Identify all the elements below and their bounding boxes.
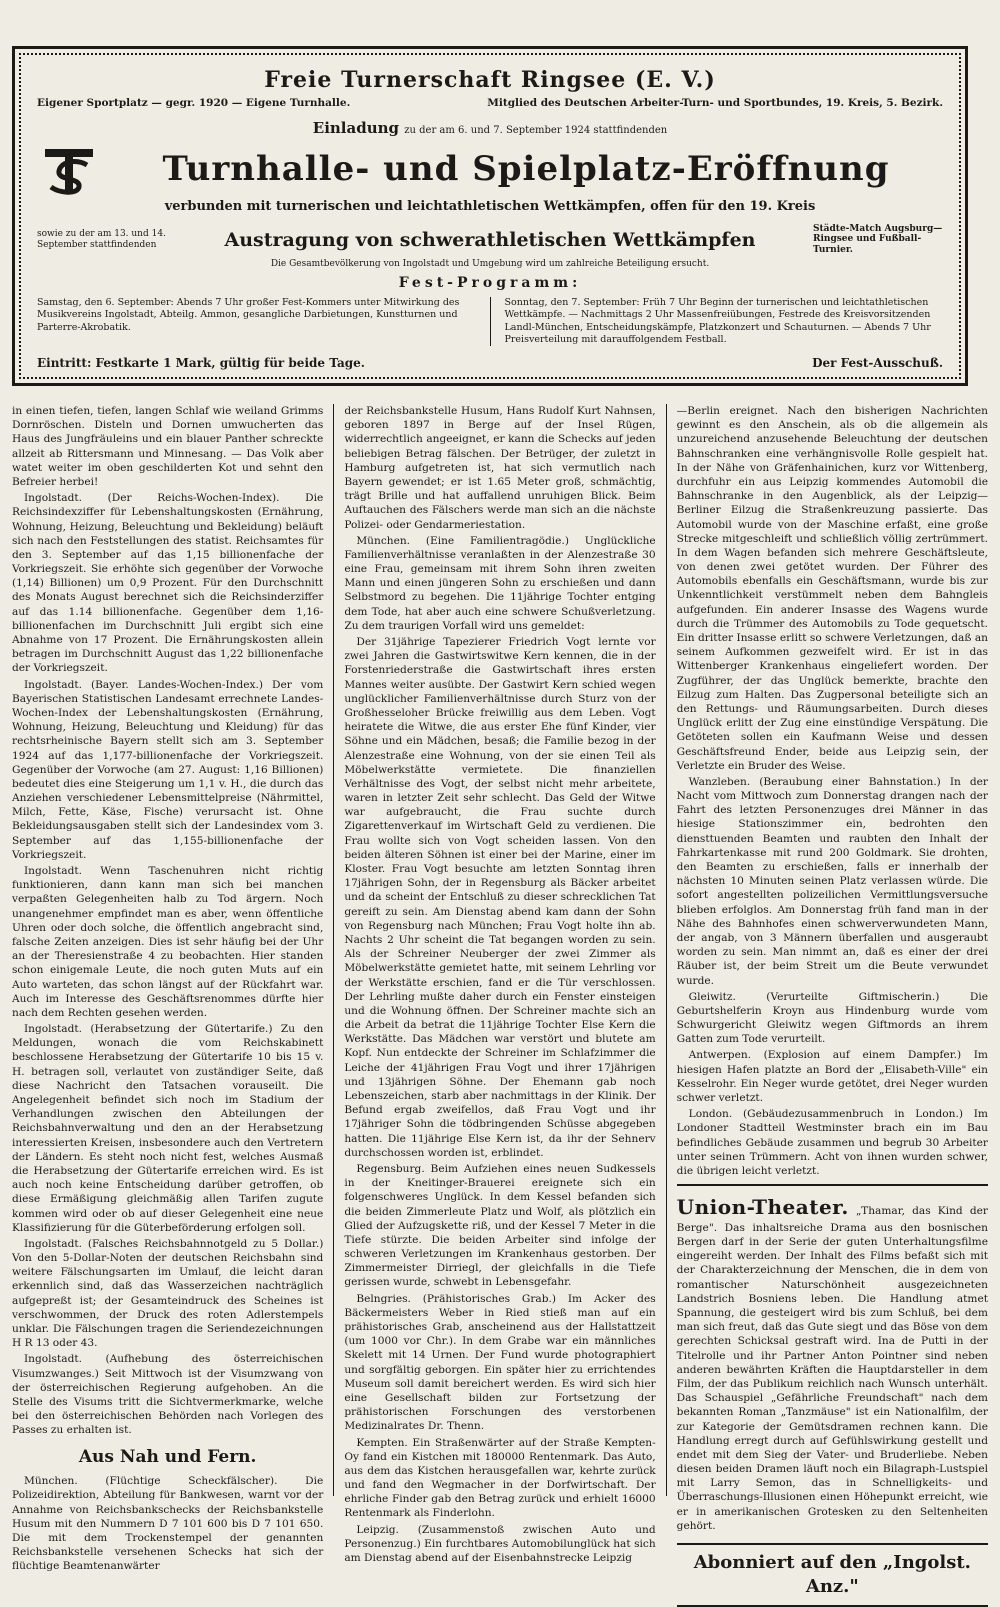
theater-text: „Thamar, das Kind der Berge". Das inhaltsreiche Drama aus den bosnischen Bergen darf in der Serie der guten Unterhaltungsfilme eingereiht werden. Der Inhalt des Films befaßt sich mit der Charakterzeichnung der Menschen, die in dem von romantischer Naturschönheit ausgezeichneten Landstrich Bosniens leben. Die Handlung atmet Spannung, die gesteigert wird bis zum Schluß, bei dem man sich freut, daß das Gute siegt und das Böse von dem gerechten Schicksal gestraft wird. Ina de Putti in der Titelrolle und ihr Partner Anton Pointner sind neben anderen bewährten Kräften die Hauptdarsteller in dem Film, der das Publikum reichlich nach Wunsch unterhält. Das Schauspiel „Gefährliche Freundschaft" nach dem bekannten Roman „Tanzmäuse" ist ein Nationalfilm, der zur Kategorie der Gemütsdramen rechnen kann. Die Handlung erregt durch auf Gefühlswirkung gestellt und endet mit dem Sieg der Vater- und Bruderliebe. Neben diesen beiden Dramen läuft noch ein Bilagraph-Lustspiel mit Larry Semon, das in Schnelligkeits- und Überraschungs-Illusionen einen Höhepunkt erreicht, wie er in amerikanischen Grotesken zu den Seltenheiten gehört.	[676, 1205, 988, 1532]
article-paragraph: Leipzig. (Zusammenstoß zwischen Auto und Personenzug.) Ein furchtbares Automobilunglück hat sich am Dienstag abend auf der Eisenbahnstrecke Leipzig	[344, 1523, 656, 1564]
column-divider	[666, 404, 667, 1496]
theater-notice	[677, 1184, 988, 1533]
article-paragraph: —Berlin ereignet. Nach den bisherigen Nachrichten gewinnt es den Anschein, als ob die allgemein als unzureichend anzusehende Beleuchtung der deutschen Bahnschranken eine verhängnisvolle Rolle gespielt hat. In der Nähe von Gräfenhainichen, kurz vor Wittenberg, durchfuhr ein aus Leipzig kommendes Automobil die Bahnschranke in den Augenblick, als der Leipzig—Berliner Eilzug die Straßenkreuzung passierte. Das Automobil wurde von der Maschine erfaßt, eine große Strecke mitgeschleift und schließlich völlig zertrümmert. In dem Wagen befanden sich mehrere Geschäftsleute, von denen zwei getötet wurden. Der Führer des Automobils ebenfalls ein Geschäftsmann, wurde bis zur Unkenntlichkeit verstümmelt neben dem Bahngleis aufgefunden. Ein anderer Insasse des Wagens wurde durch die Trümmer des Automobils zu Tode gequetscht. Ein dritter Insasse erlitt so schwere Verletzungen, daß an seinem Aufkommen gezweifelt wird. Er ist in das Wittenberger Krankenhaus eingeliefert worden. Der Zugführer, der das Unglück bemerkte, brachte den Eilzug zum Halten. Das Zugpersonal beteiligte sich an den Rettungs- und Räumungsarbeiten. Durch dieses Unglück erlitt der Zug eine einstündige Verspätung. Die Getöteten sollen ein Kaufmann Weise und dessen Geschäftsfreund Ender, beide aus Leipzig sein, der Verletzte ein Bruder des Weise.	[676, 405, 988, 772]
program-columns	[37, 297, 943, 346]
club-subtitle-row	[37, 97, 943, 109]
column-2	[344, 404, 656, 1564]
invitation-word: Einladung	[312, 119, 400, 137]
column-1	[12, 404, 324, 1573]
program-divider	[490, 297, 491, 346]
heavyathletics-title: Austragung von schwerathletischen Wettkämpfen	[224, 228, 756, 251]
festival-advertisement	[12, 46, 968, 386]
article-paragraph: Antwerpen. (Explosion auf einem Dampfer.) Im hiesigen Hafen platzte an Bord der „Elisabeth-Ville" ein Kesselrohr. Ein Neger wurde getötet, drei Neger wurden schwer verletzt.	[676, 1049, 988, 1104]
article-paragraph: Ingolstadt. (Bayer. Landes-Wochen-Index.) Der vom Bayerischen Statistischen Landesamt errechnete Landes-Wochen-Index der Lebenshaltungskosten (Ernährung, Wohnung, Heizung, Beleuchtung und Kleidung) für das rechtsrheinische Bayern stellt sich am 3. September 1924 auf das 1,177-billionenfache der Vorkriegszeit. Gegenüber der Vorwoche (am 27. August: 1,16 Billionen) bedeutet dies eine Steigerung um 1,1 v. H., die durch das Anziehen verschiedener Lebensmittelpreise (Nährmittel, Milch, Fette, Käse, Fische) verursacht ist. Ohne Bekleidungsausgaben stellt sich der Landesindex vom 3. September auf das 1,155-billionenfache der Vorkriegszeit.	[12, 678, 324, 861]
club-membership-line: Mitglied des Deutschen Arbeiter-Turn- und Sportbundes, 19. Kreis, 5. Bezirk.	[487, 97, 943, 109]
article-paragraph: Gleiwitz. (Verurteilte Giftmischerin.) Die Geburtshelferin Kroyn aus Hindenburg wurde vom Schwurgericht Gleiwitz wegen Giftmords an ihrem Gatten zum Tode verurteilt.	[676, 990, 988, 1046]
article-paragraph: Ingolstadt. (Herabsetzung der Gütertarife.) Zu den Meldungen, wonach die vom Reichskabinett beschlossene Herabsetzung der Gütertarife 10 bis 15 v. H. betragen soll, verlautet von zuständiger Seite, daß diese Nachricht den Tatsachen vorauseilt. Die Angelegenheit befindet sich noch im Stadium der Verhandlungen zwischen den Abteilungen der Reichsbahnverwaltung und den an der Herabsetzung interessierten Kreisen, insbesondere auch den Vertretern der Ländern. Es steht noch nicht fest, welches Ausmaß die Herabsetzung der Gütertarife erreichen wird. Es ist auch noch keine Entscheidung darüber getroffen, ob diese Ermäßigung gleichmäßig allen Tarifen zugute kommen wird oder ob auf dieser Gelegenheit eine neue Klassifizierung für die Güterbeförderung erfolgen soll.	[12, 1023, 324, 1234]
article-columns	[12, 404, 988, 1598]
article-paragraph: London. (Gebäudezusammenbruch in London.) Im Londoner Stadtteil Westminster brach ein im Bau befindliches Gebäude zusammen und begrub 30 Arbeiter unter seinen Trümmern. Acht von ihnen wurden schwer, die übrigen leicht verletzt.	[676, 1108, 988, 1177]
article-paragraph: München. (Eine Familientragödie.) Unglückliche Familienverhältnisse veranlaßten in der Alenzestraße 30 eine Frau, gemeinsam mit ihrem Sohn ihren zweiten Mann und einen jüngeren Sohn zu erschießen und dann Selbstmord zu begehen. Die 11jährige Tochter entging dem Tode, hat aber auch eine schwere Schußverletzung. Zu dem traurigen Vorfall wird uns gemeldet:	[344, 534, 656, 632]
club-title: Freie Turnerschaft Ringsee (E. V.)	[264, 67, 716, 93]
festival-committee: Der Fest-Ausschuß.	[812, 356, 943, 371]
article-paragraph: Der 31jährige Tapezierer Friedrich Vogt lernte vor zwei Jahren die Gastwirtswitwe Kern kennen, die in der Forstenriederstraße die Gastwirtschaft ihres ersten Mannes weiter ausübte. Der Gastwirt Kern schied wegen unglücklicher Familienverhältnisse durch Sturz von der Großhesseloher Brücke freiwillig aus dem Leben. Vogt heiratete die Witwe, die aus erster Ehe fünf Kinder, vier Söhne und ein Mädchen, besaß; die Familie bezog in der Alenzestraße eine Wohnung, von der sie einen Teil als Möbelwerkstätte vermietete. Die finanziellen Verhältnisse des Vogt, der selbst nicht mehr arbeitete, waren in letzter Zeit sehr schlecht. Das Geld der Witwe war aufgebraucht, die Frau suchte durch Zigarettenverkauf im Wirtschaft Geld zu verdienen. Die Frau wollte sich von Vogt scheiden lassen. Von den beiden älteren Söhnen ist einer bei der Marine, einer im Kloster. Frau Vogt besuchte am letzten Sonntag ihren 17jährigen Sohn, der in Regensburg als Bäcker arbeitet und da scheint der Entschluß zu dieser schrecklichen Tat gereift zu sein. Am Dienstag abend kam dann der Sohn von Regensburg nach München; Frau Vogt holte ihn ab. Nachts 2 Uhr scheint die Tat begangen worden zu sein. Als der Schreiner Neuberger der zwei Zimmer als Möbelwerkstätte gemietet hatte, mit seinem Lehrling vor der Werkstätte erschien, fand er die Tür verschlossen. Der Lehrling mußte daher durch ein Fenster einsteigen und die Wohnung öffnen. Der Schreiner machte sich an die Arbeit da betrat die 11jährige Tochter Else Kern die Werkstätte. Das Mädchen war verstört und blutete am Kopf. Nun entdeckte der Schreiner im Schlafzimmer die Leiche der 41jährigen Frau Vogt und ihrer 17jährigen und 13jährigen Söhne. Der Ehemann gab noch Lebenszeichen, starb aber nachmittags in der Klinik. Der Befund ergab zweifellos, daß Frau Vogt und ihr 17jähriger Sohn die tödbringenden Schüsse abgegeben hatten. Die 11jährige Else Kern ist, da ihr der Sehnerv durchschossen worden ist, erblindet.	[344, 636, 656, 1159]
article-paragraph: Belngries. (Prähistorisches Grab.) Im Acker des Bäckermeisters Weber in Ried stieß man auf ein prähistorisches Grab, anscheinend aus der Hallstattzeit (um 1000 vor Chr.). In dem Grabe war ein männliches Skelett mit 14 Urnen. Der Fund wurde photographiert und sorgfältig geborgen. Ein später hier zu errichtendes Museum soll damit bereichert werden. Es wird sich hier eine Gesellschaft bilden zur Fortsetzung der prähistorischen Forschungen des verstorbenen Medizinalrates Dr. Thenn.	[344, 1292, 656, 1433]
program-sunday: Sonntag, den 7. September: Früh 7 Uhr Beginn der turnerischen und leichtathletischen Wettkämpfe. — Nachmittags 2 Uhr Massenfreiübungen, Festrede des Kreisvorsitzenden Landl-München, Entscheidungskämpfe, Platzkonzert und Schauturnen. — Abends 7 Uhr Preisverteilung mit darauffolgendem Festball.	[504, 297, 931, 346]
opening-subtitle: verbunden mit turnerischen und leichtathletischen Wettkämpfen, offen für den 19. Kreis	[164, 199, 816, 214]
theater-title: Union-Theater.	[676, 1195, 849, 1220]
article-paragraph: Ingolstadt. (Falsches Reichsbahnnotgeld zu 5 Dollar.) Von den 5-Dollar-Noten der deutschen Reichsbahn sind weitere Fälschungsarten im Umlauf, die leicht daran erkennlich sind, daß das Wasserzeichen nachträglich aufgepreßt ist; der Gesamteindruck des Scheines ist verschwommen, der Druck des roten Adlerstempels unklar. Die Fälschungen tragen die Seriendezeichnungen H R 13 oder 43.	[12, 1237, 324, 1350]
heavyathletics-row	[37, 224, 943, 255]
turnerschaft-emblem-icon	[37, 141, 101, 197]
article-paragraph: Regensburg. Beim Aufziehen eines neuen Sudkessels in der Kneitinger-Brauerei ereignete sich ein folgenschweres Unglück. In dem Kessel befanden sich die beiden Zimmerleute Platz und Wolf, als plötzlich ein Glied der Aufzugskette riß, und der Kessel 7 Meter in die Tiefe stürzte. Die beiden Arbeiter sind infolge der schweren Verletzungen im Krankenhaus gestorben. Der Zimmermeister Dirriegl, der gleichfalls in die Tiefe gerissen wurde, schwebt in Lebensgefahr.	[344, 1162, 656, 1289]
city-match-note: Städte-Match Augsburg—Ringsee und Fußball-Turnier.	[813, 224, 943, 255]
entry-fee: Eintritt: Festkarte 1 Mark, gültig für beide Tage.	[37, 356, 365, 371]
invitation-date: zu der am 6. und 7. September 1924 stattfindenden	[404, 125, 668, 136]
article-paragraph: Kempten. Ein Straßenwärter auf der Straße Kempten-Oy fand ein Kistchen mit 180000 Rentenmark. Das Auto, aus dem das Kistchen herausgefallen war, kehrte zurück und fand den Wegmacher in der Dorfwirtschaft. Der ehrliche Finder gab den Betrag zurück und erhielt 16000 Rentenmark als Finderlohn.	[344, 1436, 656, 1520]
heavyathletics-date-note: sowie zu der am 13. und 14. September stattfindenden	[37, 229, 166, 250]
club-sportplatz-line: Eigener Sportplatz — gegr. 1920 — Eigene Turnhalle.	[37, 97, 351, 109]
ad-footer	[37, 356, 943, 370]
program-title: Fest-Programm:	[398, 275, 582, 292]
article-paragraph: Ingolstadt. (Aufhebung des österreichischen Visumzwanges.) Seit Mittwoch ist der Visumzwang von der österreichischen Regierung aufgehoben. An die Stelle des Visums tritt die Sichtvermerkmarke, welche bei den österreichischen Behörden nach Vorlegen des Passes zu erhalten ist.	[12, 1353, 324, 1437]
article-paragraph: der Reichsbankstelle Husum, Hans Rudolf Kurt Nahnsen, geboren 1897 in Berge auf der Insel Rügen, widerrechtlich angeeignet, er kann die Schecks auf jeden beliebigen Betrag fälschen. Der Betrüger, der zuletzt in Hamburg aufgetreten ist, hat sich vermutlich nach Bayern gewendet; er ist 1.65 Meter groß, schmächtig, trägt Brille und hat auffallend unruhigen Blick. Beim Auftauchen des Fälschers werde man sich an die nächste Polizei- oder Gendarmeriestation.	[344, 405, 656, 531]
article-paragraph: Ingolstadt. Wenn Taschenuhren nicht richtig funktionieren, dann kann man sich bei manchen verpaßten Gelegenheiten halb zu Tod ärgern. Noch unangenehmer empfindet man es aber, wenn öffentliche Uhren oder doch solche, die öffentlich angebracht sind, falsche Zeiten anzeigen. Dies ist sehr häufig bei der Uhr an der Theresienstraße 4 zu beobachten. Hier standen schon einigemale Leute, die noch guten Muts auf ein Auto warteten, das schon längst auf der Rückfahrt war. Auch im Interesse des Geschäftsrenommes dürfte hier nach dem Rechten gesehen werden.	[12, 865, 324, 1019]
subscription-ad: Abonniert auf den „Ingolst. Anz."	[677, 1543, 988, 1607]
article-paragraph: in einen tiefen, tiefen, langen Schlaf wie weiland Grimms Dornröschen. Disteln und Dornen umwucherten das Haus des Jungfräuleins und ein blauer Panther schreckte allzeit ab Rittersmann und Minnesang. — Das Volk aber watet weiter im oben geschilderten Kot und sehnt den Befreier herbei!	[12, 405, 324, 488]
article-paragraph: München. (Flüchtige Scheckfälscher). Die Polizeidirektion, Abteilung für Bankwesen, warnt vor der Annahme von Reichsbankschecks der Reichsbankstelle Husum mit den Nummern D 7 101 600 bis D 7 101 650. Die mit dem Trockenstempel der genannten Reichsbankstelle versehenen Schecks hat sich der flüchtige Beamtenanwärter	[12, 1475, 324, 1573]
program-saturday: Samstag, den 6. September: Abends 7 Uhr großer Fest-Kommers unter Mitwirkung des Musikvereins Ingolstadt, Abteilg. Ammon, gesangliche Darbietungen, Kunstturnen und Parterre-Akrobatik.	[37, 297, 460, 333]
population-appeal: Die Gesamtbevölkerung von Ingolstadt und Umgebung wird um zahlreiche Beteiligung ersucht.	[270, 259, 710, 270]
article-paragraph: Wanzleben. (Beraubung einer Bahnstation.) In der Nacht vom Mittwoch zum Donnerstag drangen nach der Fahrt des letzten Personenzuges drei Männer in das hiesige Stationszimmer ein, bedrohten den diensttuenden Beamten und raubten den Inhalt der Fahrkartenkasse mit rund 200 Goldmark. Sie drohten, den Beamten zu erschießen, falls er innerhalb der nächsten 10 Minuten seinen Platz verlassen würde. Die sofort angestellten polizeilichen Vermittlungsversuche blieben erfolglos. Am Donnerstag früh fand man in der Nähe des Bahnhofes einen schwerverwundeten Mann, der angab, von 3 Männern überfallen und ausgeraubt worden zu sein. Man nimmt an, daß es einer der drei Räuber ist, der beim Streit um die Beute verwundet wurde.	[676, 775, 988, 987]
invitation-line	[37, 119, 943, 137]
section-headline: Aus Nah und Fern.	[78, 1446, 257, 1467]
opening-title-row	[37, 141, 943, 197]
column-3	[676, 404, 988, 1598]
column-divider	[333, 404, 334, 1496]
opening-title: Turnhalle- und Spielplatz-Eröffnung	[162, 149, 890, 189]
theater-paragraph	[677, 1194, 988, 1533]
article-paragraph: Ingolstadt. (Der Reichs-Wochen-Index). Die Reichsindexziffer für Lebenshaltungskosten (Ernährung, Wohnung, Heizung, Beleuchtung und Bekleidung) beläuft sich nach den Feststellungen des statist. Reichsamtes für den 3. September auf das 1,15 billionenfache der Vorkriegszeit. Sie erhöhte sich gegenüber der Vorwoche (1,14) Billionen) um 0,9 Prozent. Für den Durchschnitt des Monats August berechnet sich die Reichsinderziffer auf das 1.14 billionenfache. Gegenüber dem 1,16-billionenfachen im Durchschnitt Juli ergibt sich eine Abnahme von 17 Prozent. Die Ernährungskosten allein betragen im Durchschnitt August das 1,22 billionenfache der Vorkriegszeit.	[12, 492, 324, 675]
